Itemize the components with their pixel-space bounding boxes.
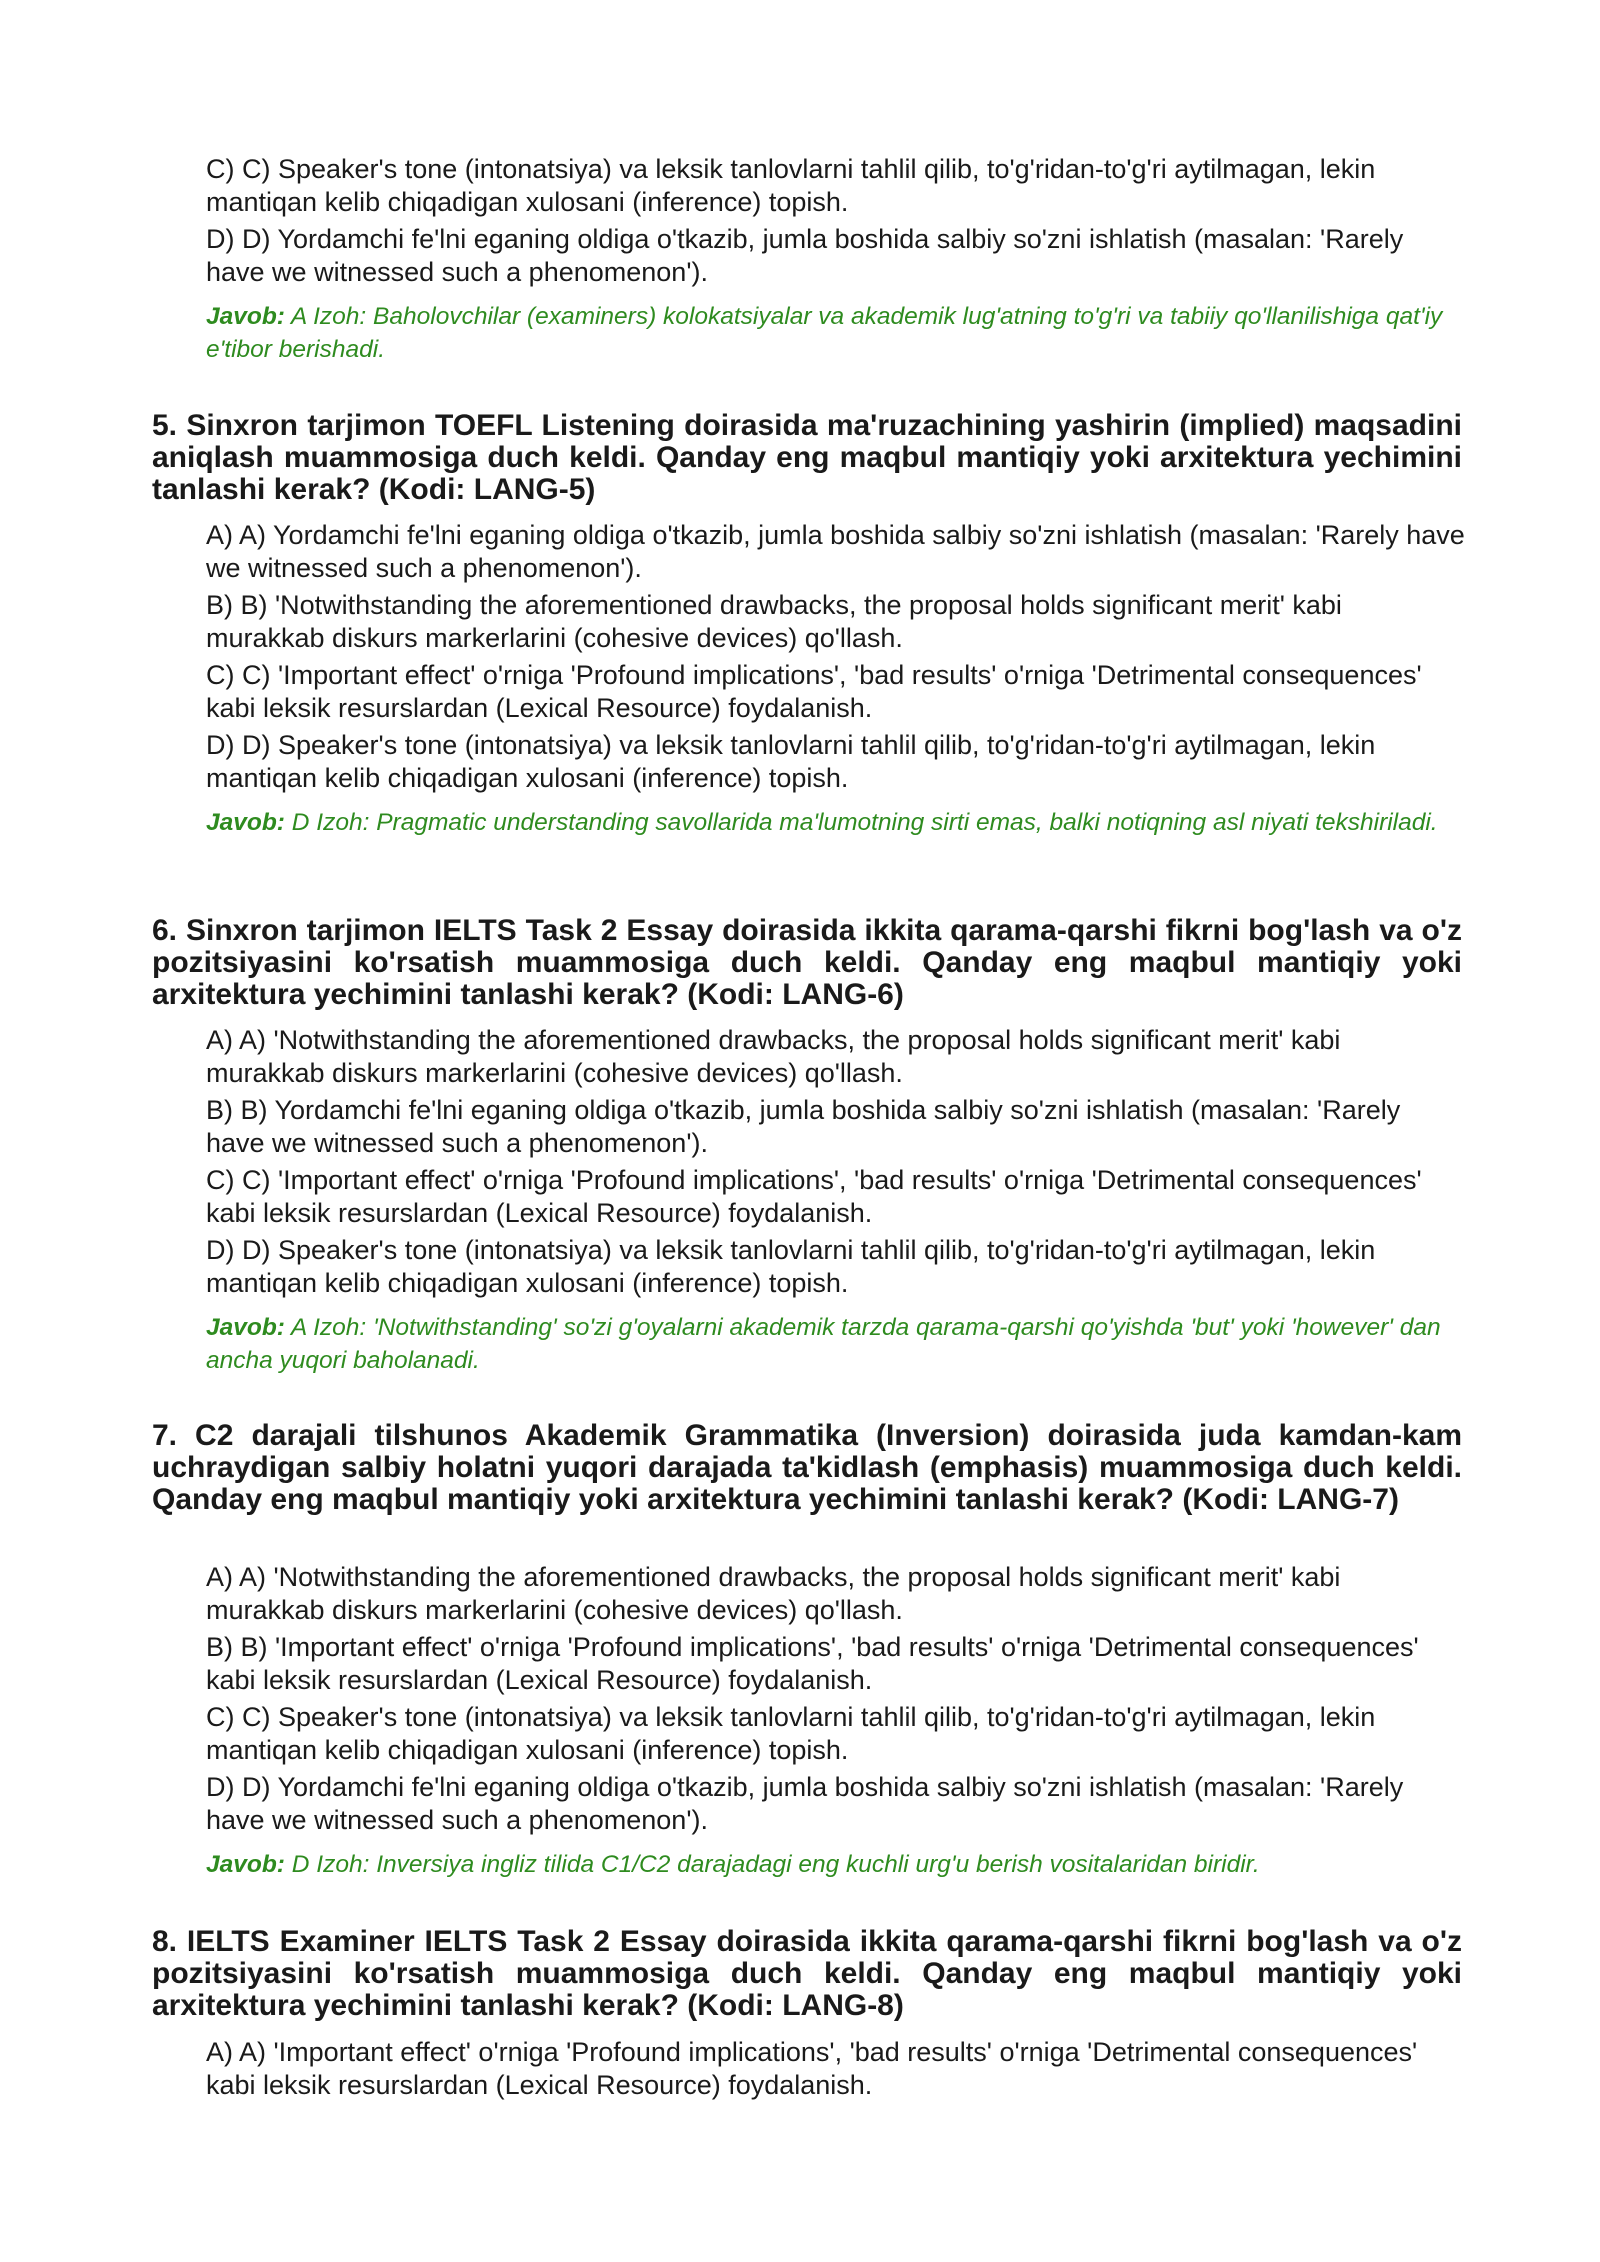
question-6-answer xyxy=(206,1311,1466,1377)
question-7-option-d: D) D) Yordamchi fe'lni eganing oldiga o'tkazib, jumla boshida salbiy so'zni ishlatish (masalan: 'Rarely have we witnessed such a phenomenon'). xyxy=(206,1772,1404,1835)
answer-text: A Izoh: Baholovchilar (examiners) kolokatsiyalar va akademik lug'atning to'g'ri va tabiiy qo'llanilishiga qat'iy e'tibor berishadi. xyxy=(206,303,1443,363)
answer-label: Javob: xyxy=(206,303,285,330)
question-5-answer xyxy=(206,806,1466,839)
question-7-option-b: B) B) 'Important effect' o'rniga 'Profound implications', 'bad results' o'rniga 'Detrimental consequences' kabi leksik resurslardan (Lexical Resource) foydalanish. xyxy=(206,1632,1419,1695)
question-6-option-a: A) A) 'Notwithstanding the aforementioned drawbacks, the proposal holds significant merit' kabi murakkab diskurs markerlarini (cohesive devices) qo'llash. xyxy=(206,1025,1341,1088)
question-6-title: 6. Sinxron tarjimon IELTS Task 2 Essay doirasida ikkita qarama-qarshi fikrni bog'lash va o'z pozitsiyasini ko'rsatish muammosiga duch keldi. Qanday eng maqbul mantiqiy yoki arxitektura yechimini tanlashi kerak? (Kodi: LANG-6) xyxy=(152,914,1462,1011)
question-5-option-a: A) A) Yordamchi fe'lni eganing oldiga o'tkazib, jumla boshida salbiy so'zni ishlatish (masalan: 'Rarely have we witnessed such a phenomenon'). xyxy=(206,520,1465,583)
prev-answer xyxy=(206,300,1466,366)
question-5-option-c: C) C) 'Important effect' o'rniga 'Profound implications', 'bad results' o'rniga 'Detrimental consequences' kabi leksik resurslardan (Lexical Resource) foydalanish. xyxy=(206,660,1422,723)
question-8-option-a: A) A) 'Important effect' o'rniga 'Profound implications', 'bad results' o'rniga 'Detrimental consequences' kabi leksik resurslardan (Lexical Resource) foydalanish. xyxy=(206,2037,1418,2100)
question-5-title: 5. Sinxron tarjimon TOEFL Listening doirasida ma'ruzachining yashirin (implied) maqsadini aniqlash muammosiga duch keldi. Qanday eng maqbul mantiqiy yoki arxitektura yechimini tanlashi kerak? (Kodi: LANG-5) xyxy=(152,409,1462,506)
question-8-title: 8. IELTS Examiner IELTS Task 2 Essay doirasida ikkita qarama-qarshi fikrni bog'lash va o'z pozitsiyasini ko'rsatish muammosiga duch keldi. Qanday eng maqbul mantiqiy yoki arxitektura yechimini tanlashi kerak? (Kodi: LANG-8) xyxy=(152,1925,1462,2022)
answer-label: Javob: xyxy=(206,809,285,836)
answer-label: Javob: xyxy=(206,1851,285,1878)
question-6-option-d: D) D) Speaker's tone (intonatsiya) va leksik tanlovlarni tahlil qilib, to'g'ridan-to'g'ri aytilmagan, lekin mantiqan kelib chiqadigan xulosani (inference) topish. xyxy=(206,1235,1376,1298)
answer-text: D Izoh: Pragmatic understanding savollarida ma'lumotning sirti emas, balki notiqning asl niyati tekshiriladi. xyxy=(284,809,1438,836)
question-6-option-c: C) C) 'Important effect' o'rniga 'Profound implications', 'bad results' o'rniga 'Detrimental consequences' kabi leksik resurslardan (Lexical Resource) foydalanish. xyxy=(206,1165,1422,1228)
answer-text: A Izoh: 'Notwithstanding' so'zi g'oyalarni akademik tarzda qarama-qarshi qo'yishda 'but' yoki 'however' dan ancha yuqori baholanadi. xyxy=(206,1314,1441,1374)
answer-text: D Izoh: Inversiya ingliz tilida C1/C2 darajadagi eng kuchli urg'u berish vositalaridan biridir. xyxy=(284,1851,1260,1878)
question-5-option-d: D) D) Speaker's tone (intonatsiya) va leksik tanlovlarni tahlil qilib, to'g'ridan-to'g'ri aytilmagan, lekin mantiqan kelib chiqadigan xulosani (inference) topish. xyxy=(206,730,1376,793)
question-7-answer xyxy=(206,1848,1466,1881)
question-5-option-b: B) B) 'Notwithstanding the aforementioned drawbacks, the proposal holds significant merit' kabi murakkab diskurs markerlarini (cohesive devices) qo'llash. xyxy=(206,590,1342,653)
prev-option-c: C) C) Speaker's tone (intonatsiya) va leksik tanlovlarni tahlil qilib, to'g'ridan-to'g'ri aytilmagan, lekin mantiqan kelib chiqadigan xulosani (inference) topish. xyxy=(206,154,1376,217)
question-7-option-a: A) A) 'Notwithstanding the aforementioned drawbacks, the proposal holds significant merit' kabi murakkab diskurs markerlarini (cohesive devices) qo'llash. xyxy=(206,1562,1341,1625)
prev-option-d: D) D) Yordamchi fe'lni eganing oldiga o'tkazib, jumla boshida salbiy so'zni ishlatish (masalan: 'Rarely have we witnessed such a phenomenon'). xyxy=(206,224,1404,287)
question-7-title: 7. C2 darajali tilshunos Akademik Grammatika (Inversion) doirasida juda kamdan-kam uchraydigan salbiy holatni yuqori darajada ta'kidlash (emphasis) muammosiga duch keldi. Qanday eng maqbul mantiqiy yoki arxitektura yechimini tanlashi kerak? (Kodi: LANG-7) xyxy=(152,1419,1462,1516)
answer-label: Javob: xyxy=(206,1314,285,1341)
question-6-option-b: B) B) Yordamchi fe'lni eganing oldiga o'tkazib, jumla boshida salbiy so'zni ishlatish (masalan: 'Rarely have we witnessed such a phenomenon'). xyxy=(206,1095,1401,1158)
question-7-option-c: C) C) Speaker's tone (intonatsiya) va leksik tanlovlarni tahlil qilib, to'g'ridan-to'g'ri aytilmagan, lekin mantiqan kelib chiqadigan xulosani (inference) topish. xyxy=(206,1702,1376,1765)
